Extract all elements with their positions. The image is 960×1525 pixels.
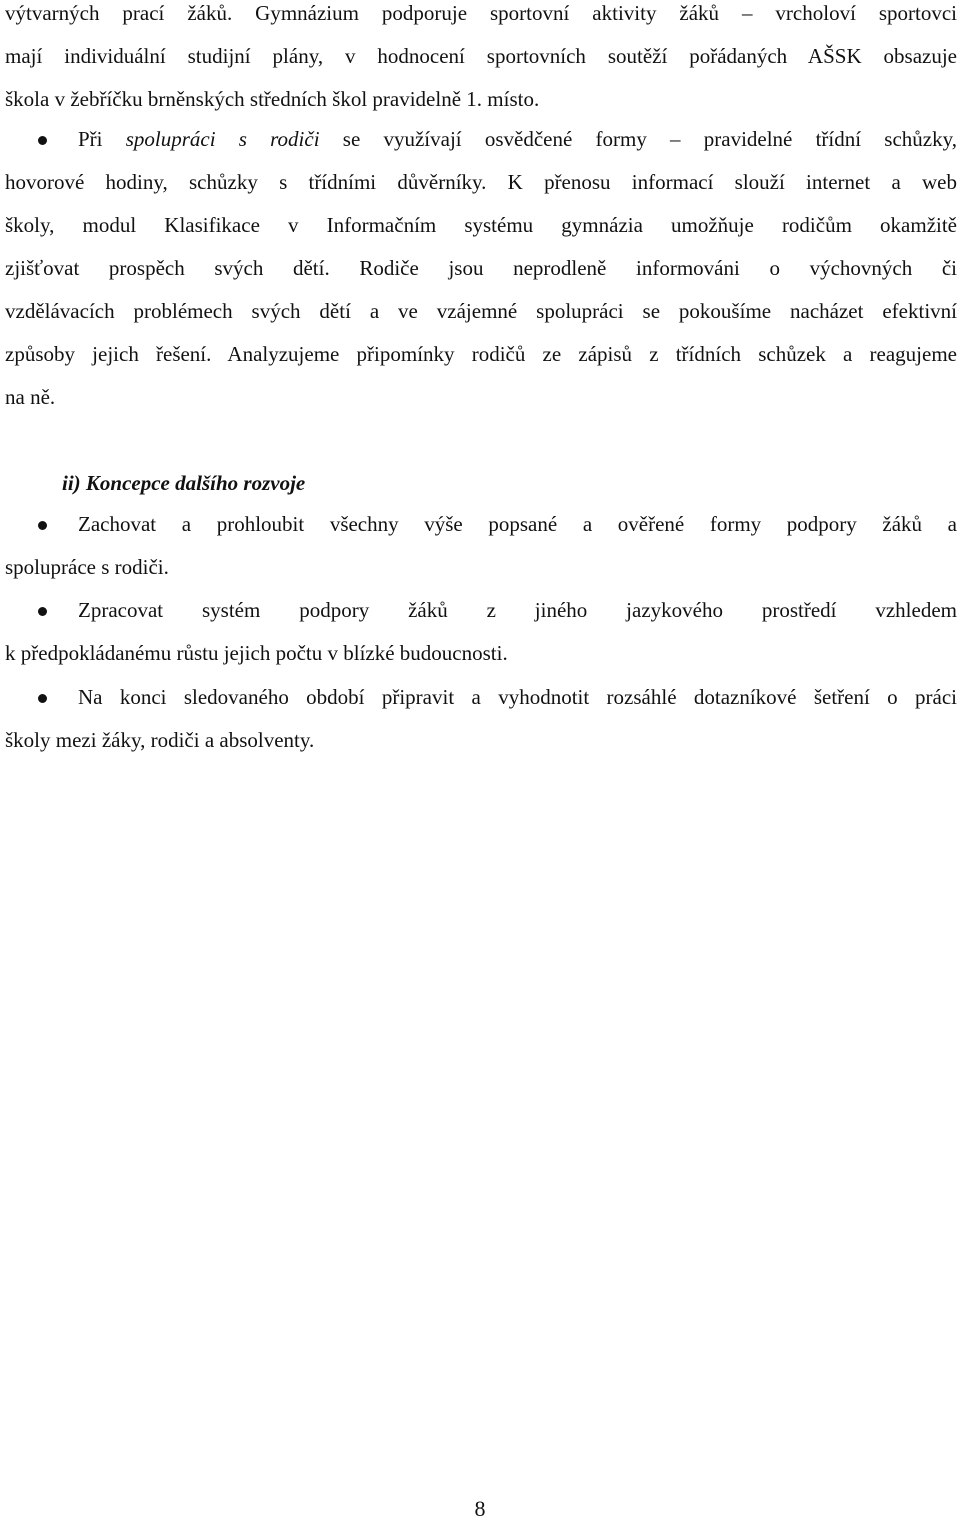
- text-line: způsoby jejich řešení. Analyzujeme připomínky rodičů ze zápisů z třídních schůzek a reagujeme: [5, 342, 957, 366]
- intro-paragraph: [5, 0, 957, 121]
- text-line: výtvarných prací žáků. Gymnázium podporuje sportovní aktivity žáků – vrcholoví sportovci: [5, 1, 957, 25]
- text-run: Při: [78, 127, 126, 151]
- italic-text-run: spolupráci s rodiči: [125, 127, 320, 151]
- text-line: spolupráce s rodiči.: [5, 555, 169, 579]
- text-run: se využívají osvědčené formy – pravidelné třídní schůzky,: [319, 127, 958, 151]
- bullet-first-line: [5, 676, 957, 719]
- text-line: školy, modul Klasifikace v Informačním systému gymnázia umožňuje rodičům okamžitě: [5, 213, 957, 237]
- bullet-item: [5, 676, 957, 762]
- text-line: mají individuální studijní plány, v hodnocení sportovních soutěží pořádaných AŠSK obsazuje: [5, 44, 957, 68]
- page-number: 8: [474, 1496, 486, 1521]
- bullet-first-line: [5, 118, 957, 161]
- text-run: Na konci sledovaného období připravit a vyhodnotit rozsáhlé dotazníkové šetření o práci: [78, 685, 957, 709]
- bullet-parent-cooperation: [5, 118, 957, 419]
- bullet-first-line: [5, 589, 957, 632]
- text-line: školy mezi žáky, rodiči a absolventy.: [5, 728, 315, 752]
- text-line: škola v žebříčku brněnských středních škol pravidelně 1. místo.: [5, 87, 540, 111]
- text-line: zjišťovat prospěch svých dětí. Rodiče jsou neprodleně informováni o výchovných či: [5, 256, 957, 280]
- text-run: Zachovat a prohloubit všechny výše popsané a ověřené formy podpory žáků a: [78, 512, 957, 536]
- text-run: Zpracovat systém podpory žáků z jiného jazykového prostředí vzhledem: [78, 598, 957, 622]
- section-heading: ii) Koncepce dalšího rozvoje: [62, 471, 306, 495]
- bullet-item: [5, 589, 957, 675]
- text-line: k předpokládanému růstu jejich počtu v blízké budoucnosti.: [5, 641, 508, 665]
- text-line: vzdělávacích problémech svých dětí a ve vzájemné spolupráci se pokoušíme nacházet efektivní: [5, 299, 957, 323]
- bullet-item: [5, 503, 957, 589]
- bullet-first-line: [5, 503, 957, 546]
- text-line: na ně.: [5, 385, 56, 409]
- text-line: hovorové hodiny, schůzky s třídními důvěrníky. K přenosu informací slouží internet a web: [5, 170, 957, 194]
